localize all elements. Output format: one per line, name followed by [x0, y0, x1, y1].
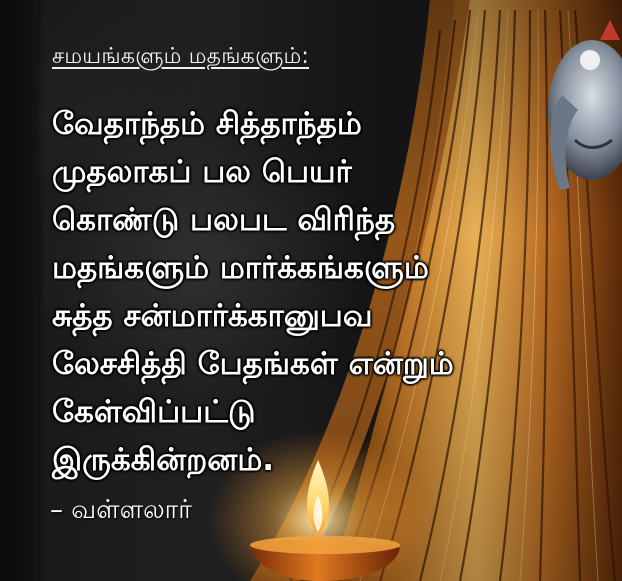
quote-line: கேள்விப்பட்டு [52, 394, 256, 430]
quote-line: கொண்டு பலபட விரிந்த [52, 202, 396, 238]
quote-line: முதலாகப் பல பெயர் [52, 154, 352, 190]
quote-line: லேசசித்தி பேதங்கள் என்றும் [52, 346, 454, 382]
quote-author: – வள்ளலார் [50, 495, 192, 525]
quote-line: மதங்களும் மார்க்கங்களும் [52, 250, 429, 286]
quote-text [52, 100, 612, 484]
page-heading: சமயங்களும் மதங்களும்: [52, 44, 310, 69]
quote-line: சுத்த சன்மார்க்கானுபவ [52, 298, 373, 334]
quote-line: வேதாந்தம் சித்தாந்தம் [52, 106, 362, 142]
quote-line: இருக்கின்றனம். [52, 442, 275, 478]
